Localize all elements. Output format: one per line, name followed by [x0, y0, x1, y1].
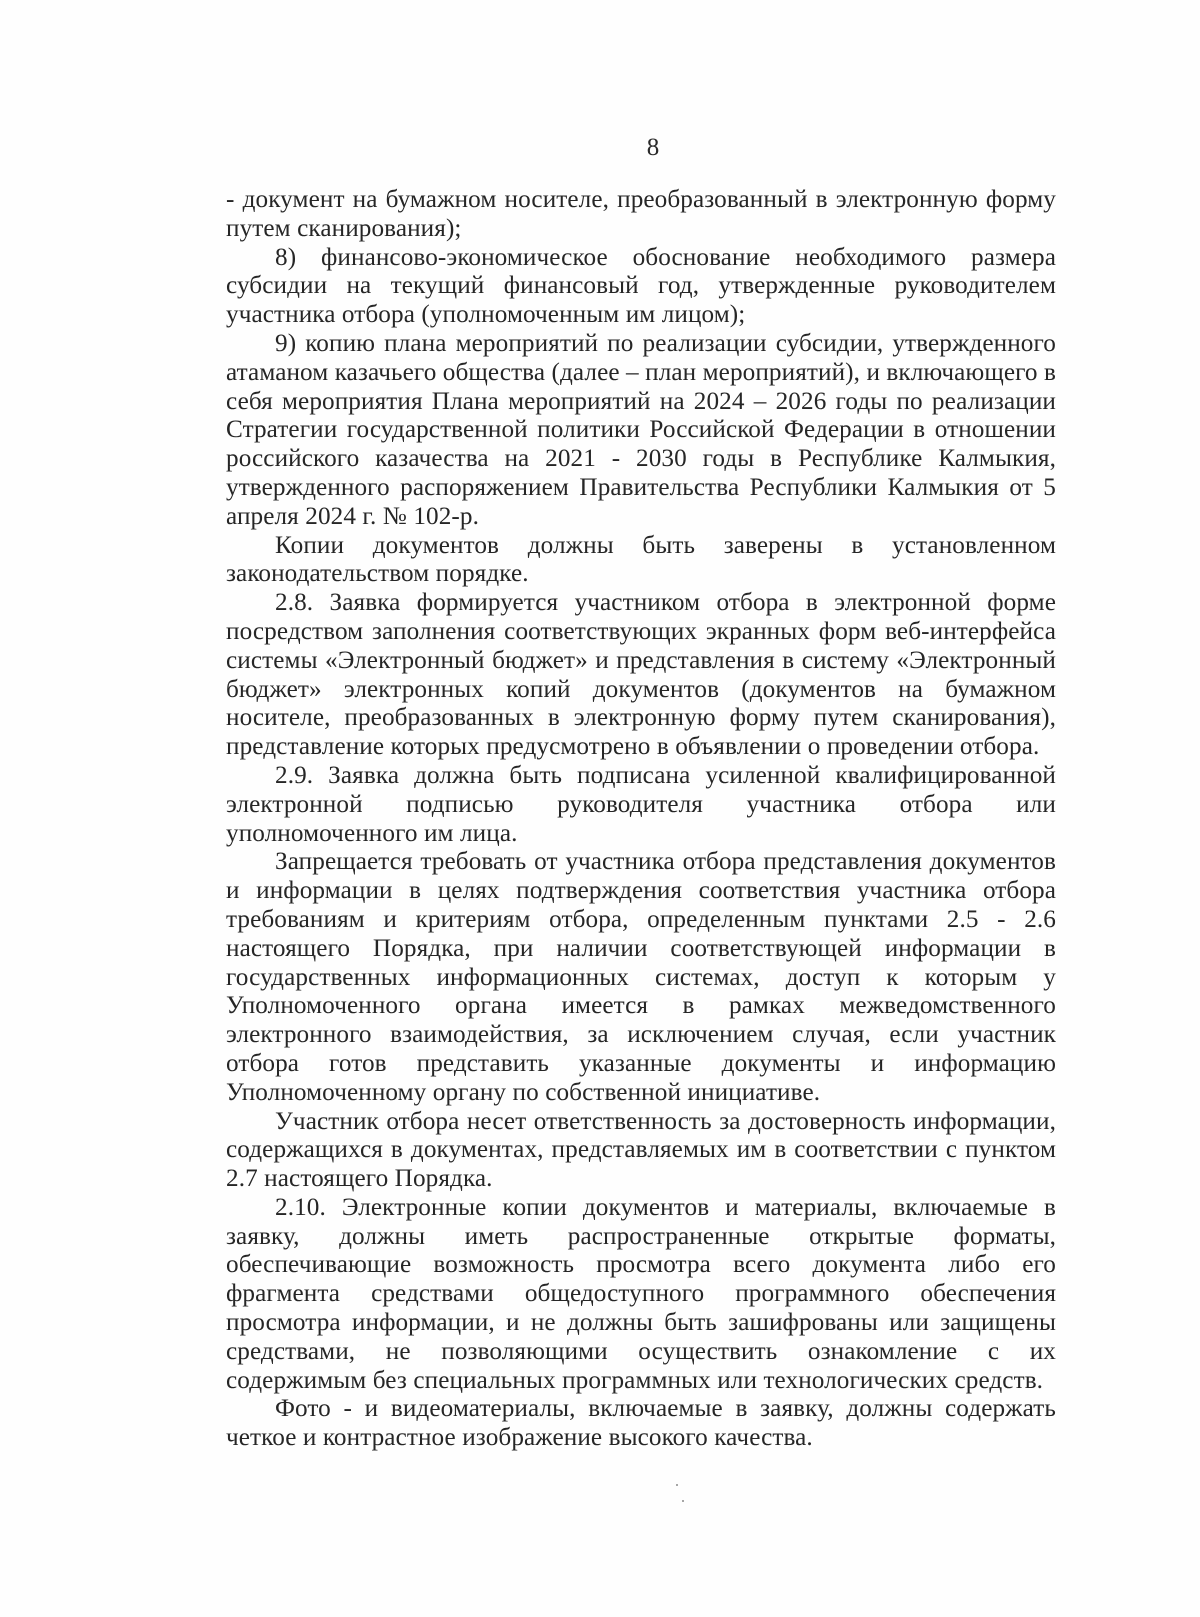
paragraph-media: Фото - и видеоматериалы, включаемые в заявку, должны содержать четкое и контрастное изображение высокого качества.: [226, 1395, 1056, 1452]
paragraph-copies-certification: Копии документов должны быть заверены в установленном законодательством порядке.: [226, 531, 1056, 588]
scan-speck: [682, 1500, 684, 1502]
paragraph-responsibility: Участник отбора несет ответственность за достоверность информации, содержащихся в документах, представляемых им в соответствии с пунктом 2.7 настоящего Порядка.: [226, 1107, 1056, 1193]
paragraph-2-9: 2.9. Заявка должна быть подписана усиленной квалифицированной электронной подписью руководителя участника отбора или уполномоченного им лица.: [226, 761, 1056, 847]
paragraph-2-8: 2.8. Заявка формируется участником отбора в электронной форме посредством заполнения соответствующих экранных форм веб-интерфейса системы «Электронный бюджет» и представления в систему «Электронный бюджет» электронных копий документов (документов на бумажном носителе, преобразованных в электронную форму путем сканирования), представление которых предусмотрено в объявлении о проведении отбора.: [226, 589, 1056, 761]
paragraph-prohibition: Запрещается требовать от участника отбора представления документов и информации в целях подтверждения соответствия участника отбора требованиям и критериям отбора, определенным пунктами 2.5 - 2.6 настоящего Порядка, при наличии соответствующей информации в государственных информационных системах, доступ к которым у Уполномоченного органа имеется в рамках межведомственного электронного взаимодействия, за исключением случая, если участник отбора готов представить указанные документы и информацию Уполномоченному органу по собственной инициативе.: [226, 848, 1056, 1106]
paragraph-item-8: 8) финансово-экономическое обоснование необходимого размера субсидии на текущий финансовый год, утвержденные руководителем участника отбора (уполномоченным им лицом);: [226, 243, 1056, 329]
paragraph-item-9: 9) копию плана мероприятий по реализации субсидии, утвержденного атаманом казачьего общества (далее – план мероприятий), и включающего в себя мероприятия Плана мероприятий на 2024 – 2026 годы по реализации Стратегии государственной политики Российской Федерации в отношении российского казачества на 2021 - 2030 годы в Республике Калмыкия, утвержденного распоряжением Правительства Республики Калмыкия от 5 апреля 2024 г. № 102-р.: [226, 329, 1056, 530]
scan-speck: [676, 1484, 678, 1486]
document-body: [226, 186, 1056, 1453]
paragraph-2-10: 2.10. Электронные копии документов и материалы, включаемые в заявку, должны иметь распространенные открытые форматы, обеспечивающие возможность просмотра всего документа либо его фрагмента средствами общедоступного программного обеспечения просмотра информации, и не должны быть зашифрованы или защищены средствами, не позволяющими осуществить ознакомление с их содержимым без специальных программных или технологических средств.: [226, 1193, 1056, 1394]
page-number: 8: [646, 134, 660, 161]
paragraph-scanned-document: - документ на бумажном носителе, преобразованный в электронную форму путем сканирования);: [226, 186, 1056, 242]
